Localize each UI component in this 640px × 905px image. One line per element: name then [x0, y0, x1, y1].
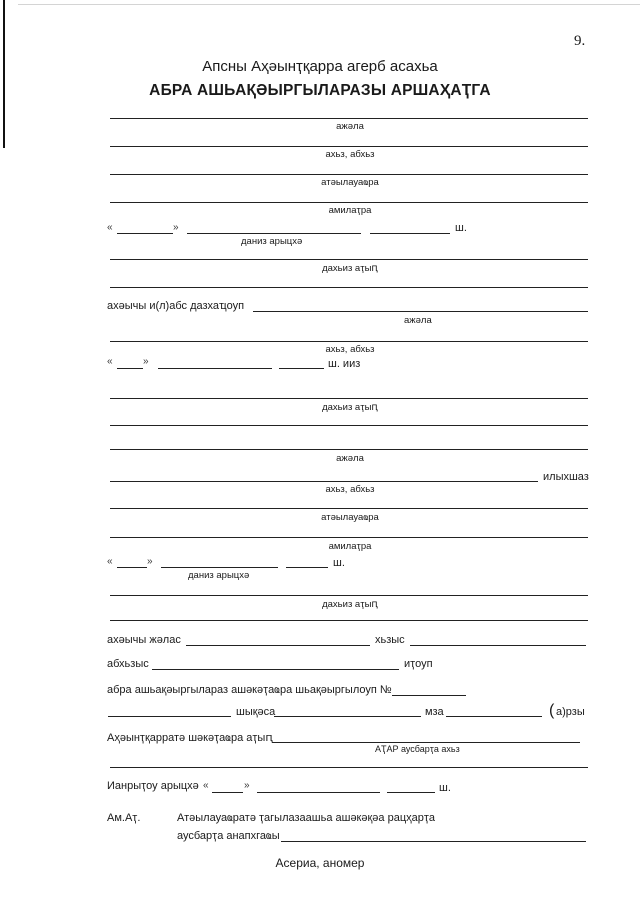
mother-birth-year-line[interactable]: [286, 567, 328, 568]
day-paren: (: [549, 702, 555, 719]
mother-residence-caption: дахьиз аҭыԥ: [322, 599, 378, 610]
record-number-line[interactable]: [392, 695, 466, 696]
child-given-name-line[interactable]: [410, 645, 586, 646]
patronymic-label: абхьзыс: [107, 658, 149, 670]
quote-close: »: [244, 780, 250, 791]
patronymic-line[interactable]: [152, 669, 399, 670]
mother-label: илыхшаз: [543, 471, 589, 483]
child-surname-caption: ажәла: [336, 121, 364, 132]
child-birthdate-caption: даниз арыцхә: [241, 236, 303, 247]
child-citizenship-caption: атәылауаҩра: [321, 177, 379, 188]
record-month-line[interactable]: [274, 716, 421, 717]
separator-line: [110, 449, 588, 450]
mother-birth-month-line[interactable]: [161, 567, 278, 568]
year-born-abbr: ш. ииз: [328, 358, 361, 370]
signature-line[interactable]: [281, 841, 586, 842]
year-abbr: ш.: [455, 222, 467, 234]
mother-citizenship-caption: атәылауаҩра: [321, 512, 379, 523]
registry-place-line[interactable]: [272, 742, 580, 743]
separator-line: [110, 287, 588, 288]
scan-edge-top: [18, 4, 640, 5]
father-surname-line[interactable]: [253, 311, 588, 312]
given-label: иҭоуп: [404, 658, 433, 670]
registry-extra-line[interactable]: [110, 767, 588, 768]
mother-birthdate-caption: даниз арыцхә: [188, 570, 250, 581]
mother-name-caption: ахьз, абхьз: [325, 484, 375, 495]
child-gender-line[interactable]: [186, 645, 370, 646]
issue-year-line[interactable]: [387, 792, 435, 793]
mother-citizenship-line[interactable]: [110, 508, 588, 509]
quote-close: »: [173, 222, 179, 233]
issue-day-line[interactable]: [212, 792, 243, 793]
organization-name: Апсны Аҳәынҭқарра агерб асахьа: [202, 58, 438, 75]
father-birth-month-line[interactable]: [158, 368, 272, 369]
quote-open: «: [107, 222, 113, 233]
father-name-caption: ахьз, абхьз: [325, 344, 375, 355]
child-birth-year-line[interactable]: [370, 233, 450, 234]
record-year-line[interactable]: [108, 716, 231, 717]
child-citizenship-line[interactable]: [110, 174, 588, 175]
quote-open: «: [203, 780, 209, 791]
father-birth-day-line[interactable]: [117, 368, 143, 369]
year-word-label: шықәса: [236, 706, 276, 718]
mother-residence-line[interactable]: [110, 595, 588, 596]
mother-nationality-caption: амилаҭра: [328, 541, 372, 552]
father-surname-caption: ажәла: [404, 315, 432, 326]
child-name-line[interactable]: [110, 146, 588, 147]
father-birth-year-line[interactable]: [279, 368, 324, 369]
quote-close: »: [147, 556, 153, 567]
year-abbr: ш.: [439, 782, 451, 794]
month-label: мза: [425, 706, 444, 718]
father-label: ахәычы и(л)абс дазхаҵоуп: [107, 300, 245, 312]
signature-title-line1: Атәылауаҩратә ҭагылазаашьа ашәкәқәа рацҳарҭа: [177, 812, 436, 824]
child-birth-month-line[interactable]: [187, 233, 361, 234]
signature-title-line2: аусбарҭа анапхгаҩы: [177, 830, 280, 842]
mother-surname-caption: ажәла: [336, 453, 364, 464]
child-residence-line[interactable]: [110, 259, 588, 260]
registry-place-label: Аҳәынҭқарратә шәкәҭаҩра аҭыԥ: [107, 732, 273, 744]
child-name-caption: ахьз, абхьз: [325, 149, 375, 160]
mother-birth-day-line[interactable]: [117, 567, 147, 568]
child-name-label: хьзыс: [375, 634, 405, 646]
stamp-label: Ам.Аҭ.: [107, 812, 141, 824]
record-day-line[interactable]: [446, 716, 542, 717]
child-gender-label: ахәычы жәлас: [107, 634, 181, 646]
father-residence-line[interactable]: [110, 398, 588, 399]
separator-line: [110, 425, 588, 426]
father-residence-caption: дахьиз аҭыԥ: [322, 402, 378, 413]
issue-month-line[interactable]: [257, 792, 380, 793]
year-abbr: ш.: [333, 557, 345, 569]
child-nationality-line[interactable]: [110, 202, 588, 203]
quote-open: «: [107, 356, 113, 367]
child-birth-day-line[interactable]: [117, 233, 173, 234]
separator-line: [110, 620, 588, 621]
child-nationality-caption: амилаҭра: [328, 205, 372, 216]
child-residence-caption: дахьиз аҭыԥ: [322, 263, 378, 274]
quote-close: »: [143, 356, 149, 367]
father-name-line[interactable]: [110, 341, 588, 342]
day-suffix-label: а)рзы: [556, 706, 585, 718]
issuing-body-caption: АҬАР аусбарҭа ахьз: [375, 744, 460, 754]
mother-nationality-line[interactable]: [110, 537, 588, 538]
quote-open: «: [107, 556, 113, 567]
mother-name-line[interactable]: [110, 481, 538, 482]
series-number-footer: Асериа, аномер: [275, 856, 365, 870]
page-number: 9.: [574, 33, 586, 49]
issue-date-label: Ианрыҭоу арыцхә: [107, 780, 199, 792]
record-number-label: абра ашьақәыргылараз ашәкәҭаҩра шьақәыргылоуп №: [107, 684, 392, 696]
child-surname-line[interactable]: [110, 118, 588, 119]
certificate-title: АБРА АШЬАҚӘЫРГЫЛАРАЗЫ АРШАҲАҬГА: [149, 82, 491, 99]
